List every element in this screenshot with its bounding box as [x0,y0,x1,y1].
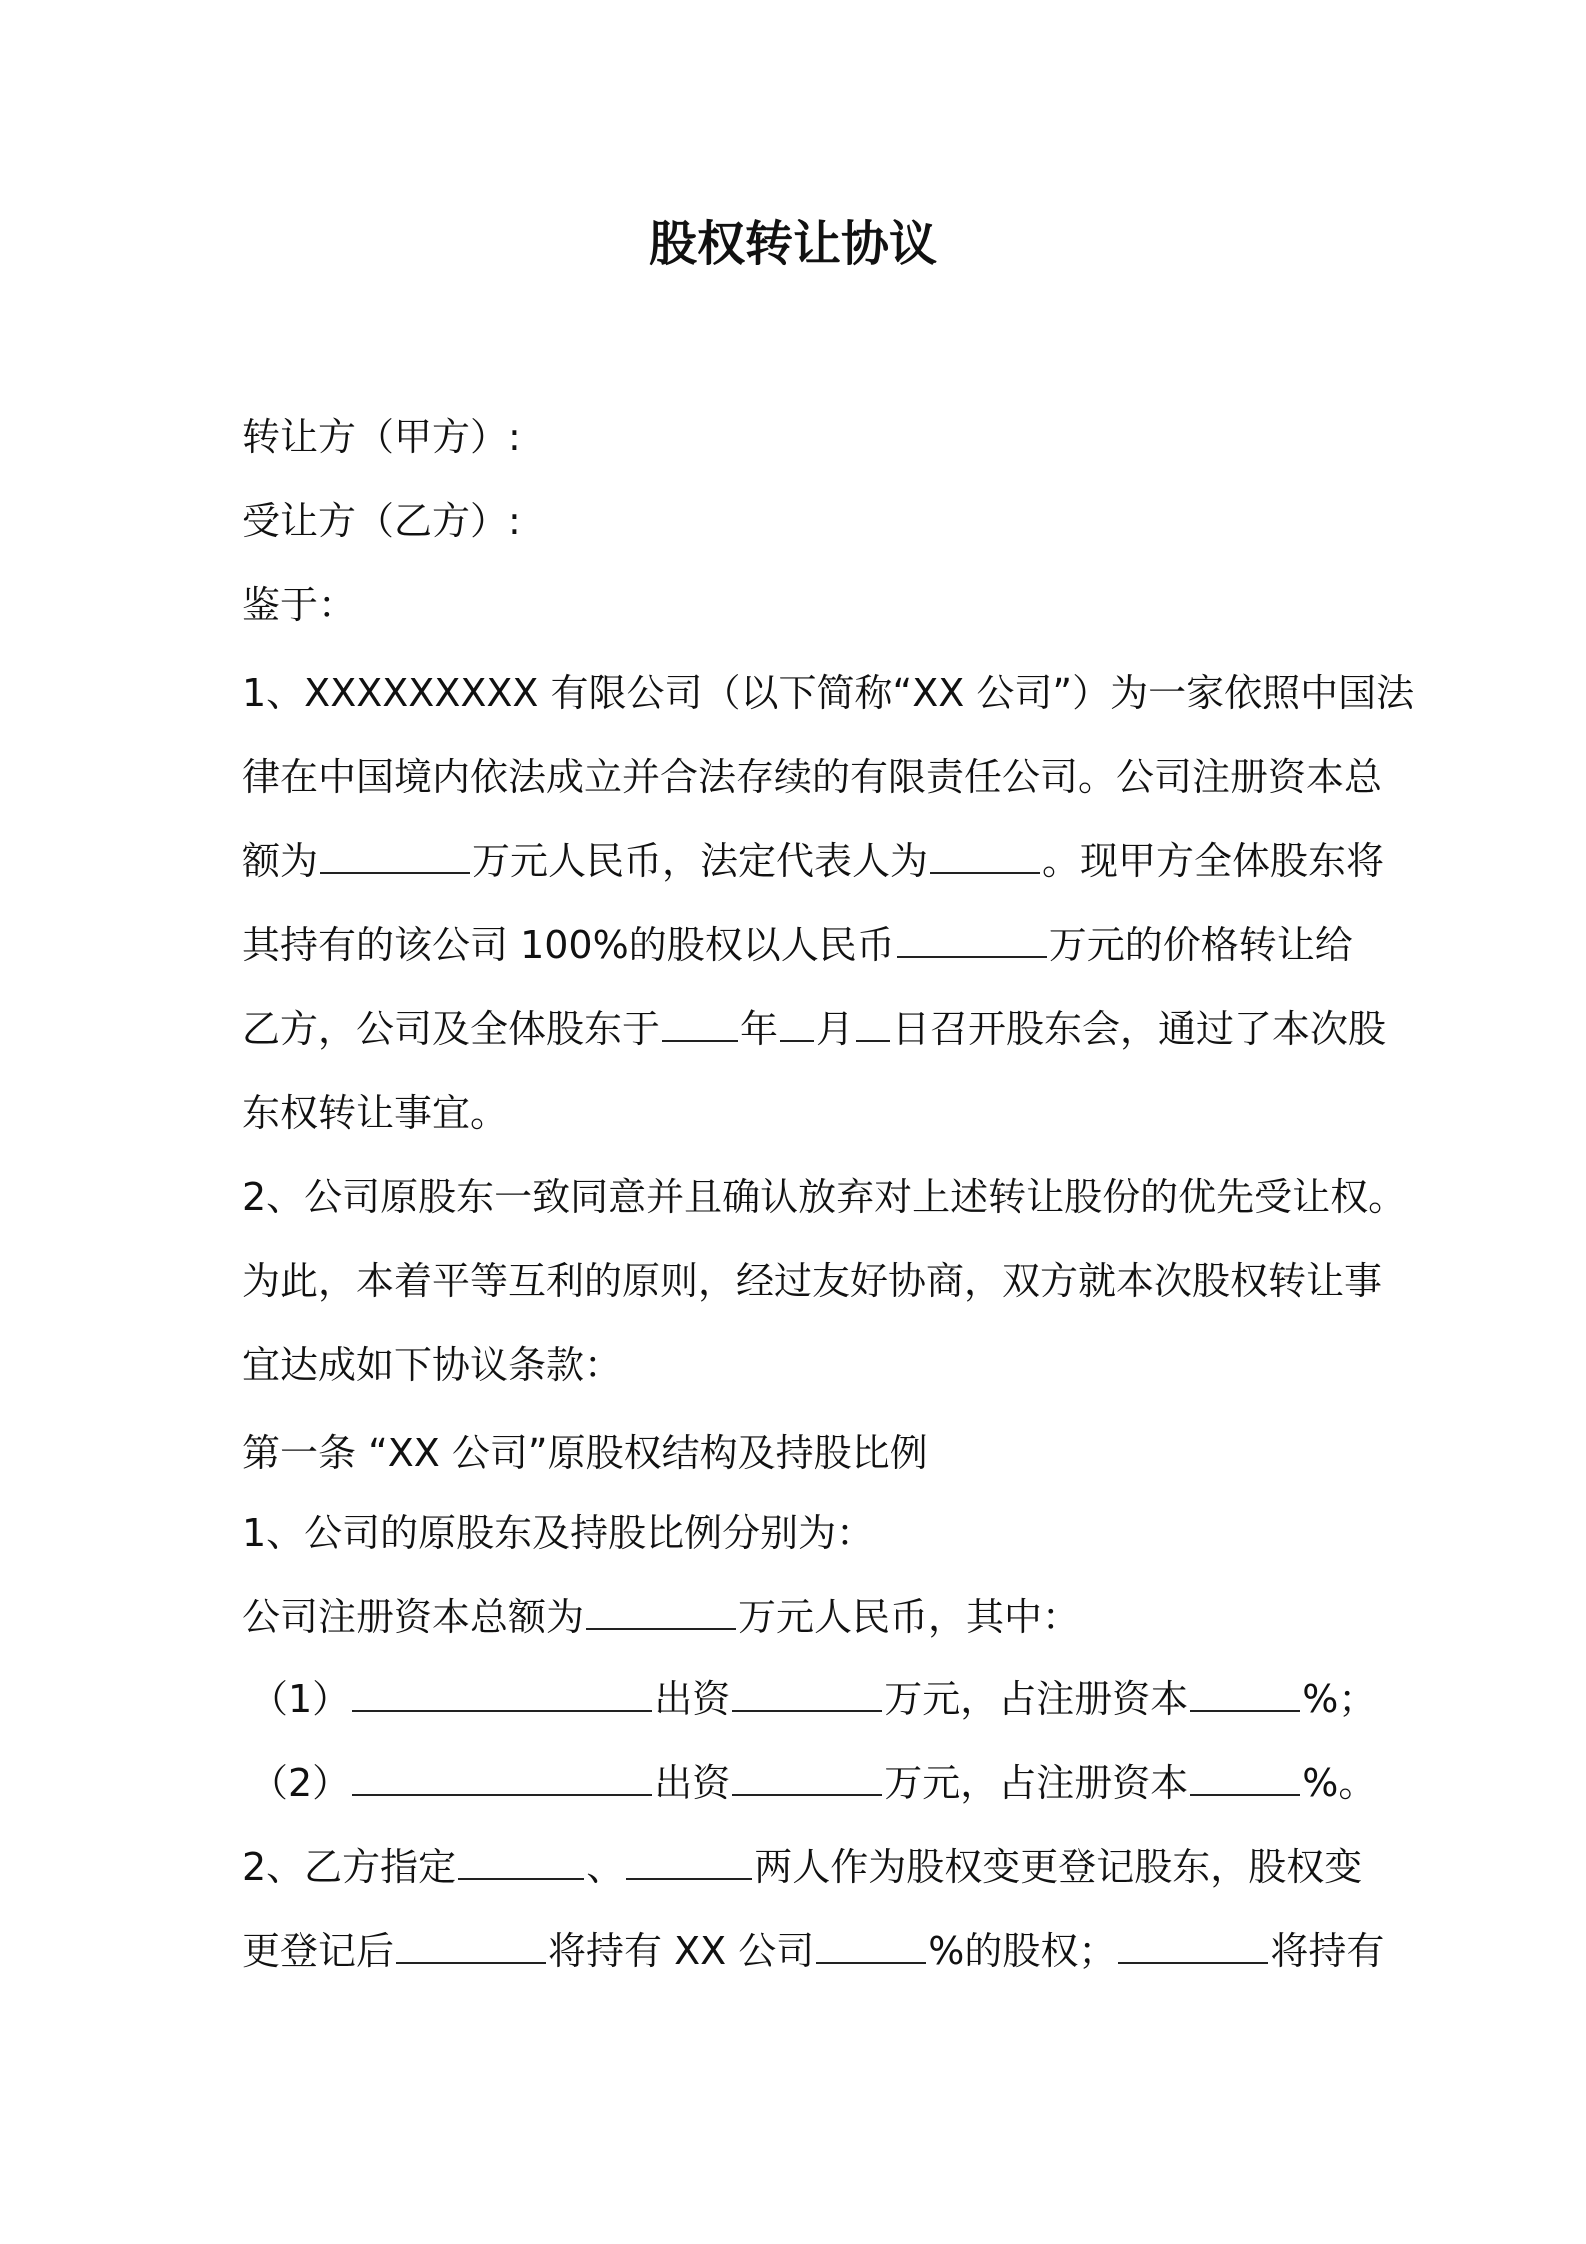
text-span: 万元，占注册资本 [884,1761,1189,1805]
paragraph-line [242,752,1382,802]
blank-capital [586,1594,736,1630]
text-span: 出资 [654,1761,731,1805]
blank-person-1 [458,1844,584,1880]
blank-contribution [732,1760,882,1796]
transferee-label: 受让方（乙方）: [242,499,521,543]
text-span: 、 [586,1845,625,1889]
text-span: 公司注册资本总额为 [242,1595,585,1639]
text-span: 万元人民币，其中： [738,1595,1081,1639]
paragraph-line [242,1340,622,1390]
whereas-line [242,580,356,630]
text-span: 更登记后 [242,1929,395,1973]
blank-percent [1190,1760,1300,1796]
text-span: 乙方，公司及全体股东于 [242,1007,661,1051]
blank-year [662,1006,738,1042]
blank-capital [320,838,470,874]
paragraph-line [242,1256,1382,1306]
paragraph-line [242,836,1384,886]
text-span: 万元人民币，法定代表人为 [472,839,929,883]
text-span: 2、公司原股东一致同意并且确认放弃对上述转让股份的优先受让权。 [242,1175,1407,1219]
blank-legal-rep [930,838,1040,874]
text-span: 出资 [654,1677,731,1721]
text-span: 月 [816,1007,855,1051]
article-heading [242,1428,928,1478]
paragraph-line [242,668,1414,718]
text-span: 其持有的该公司 100%的股权以人民币 [242,923,895,967]
blank-price [897,922,1047,958]
text-span: 将持有 XX 公司 [548,1929,815,1973]
blank-shareholder-name [352,1676,652,1712]
blank-percent [1190,1676,1300,1712]
text-span: 宜达成如下协议条款： [242,1343,623,1387]
text-span: %的股权； [928,1929,1117,1973]
paragraph-line [242,1508,874,1558]
text-span: %； [1302,1677,1377,1721]
text-span: 年 [740,1007,779,1051]
transferor-label: 转让方（甲方）: [242,415,521,459]
blank-percent [816,1928,926,1964]
text-span: 。现甲方全体股东将 [1042,839,1385,883]
text-span: 2、乙方指定 [242,1845,457,1889]
paragraph-line [242,1592,1080,1642]
whereas-label: 鉴于： [242,583,357,627]
text-span: （1） [250,1677,351,1721]
text-span: 额为 [242,839,319,883]
blank-month [780,1006,814,1042]
article-title: 第一条 “XX 公司”原股权结构及持股比例 [242,1431,928,1475]
shareholder-row [250,1758,1376,1808]
blank-contribution [732,1676,882,1712]
text-span: 1、公司的原股东及持股比例分别为： [242,1511,875,1555]
paragraph-line [242,1926,1384,1976]
paragraph-line [242,1842,1362,1892]
paragraph-line [242,1004,1386,1054]
blank-shareholder-name [352,1760,652,1796]
text-span: 为此，本着平等互利的原则，经过友好协商，双方就本次股权转让事 [242,1259,1383,1303]
text-span: 东权转让事宜。 [242,1091,509,1135]
blank-person-2 [1118,1928,1268,1964]
transferor-line [242,412,521,462]
paragraph-line [242,920,1353,970]
transferee-line [242,496,521,546]
blank-day [856,1006,890,1042]
text-span: 1、XXXXXXXXX 有限公司（以下简称“XX 公司”）为一家依照中国法 [242,671,1415,715]
text-span: 日召开股东会，通过了本次股 [892,1007,1387,1051]
blank-person-2 [626,1844,752,1880]
paragraph-line [242,1088,508,1138]
text-span: 万元的价格转让给 [1048,923,1353,967]
paragraph-line [242,1172,1406,1222]
document-title: 股权转让协议 [648,216,937,272]
text-span: 将持有 [1270,1929,1385,1973]
text-span: %。 [1302,1761,1377,1805]
text-span: 万元，占注册资本 [884,1677,1189,1721]
text-span: （2） [250,1761,351,1805]
blank-person-1 [396,1928,546,1964]
shareholder-row [250,1674,1376,1724]
text-span: 律在中国境内依法成立并合法存续的有限责任公司。公司注册资本总 [242,755,1383,799]
text-span: 两人作为股权变更登记股东，股权变 [754,1845,1363,1889]
